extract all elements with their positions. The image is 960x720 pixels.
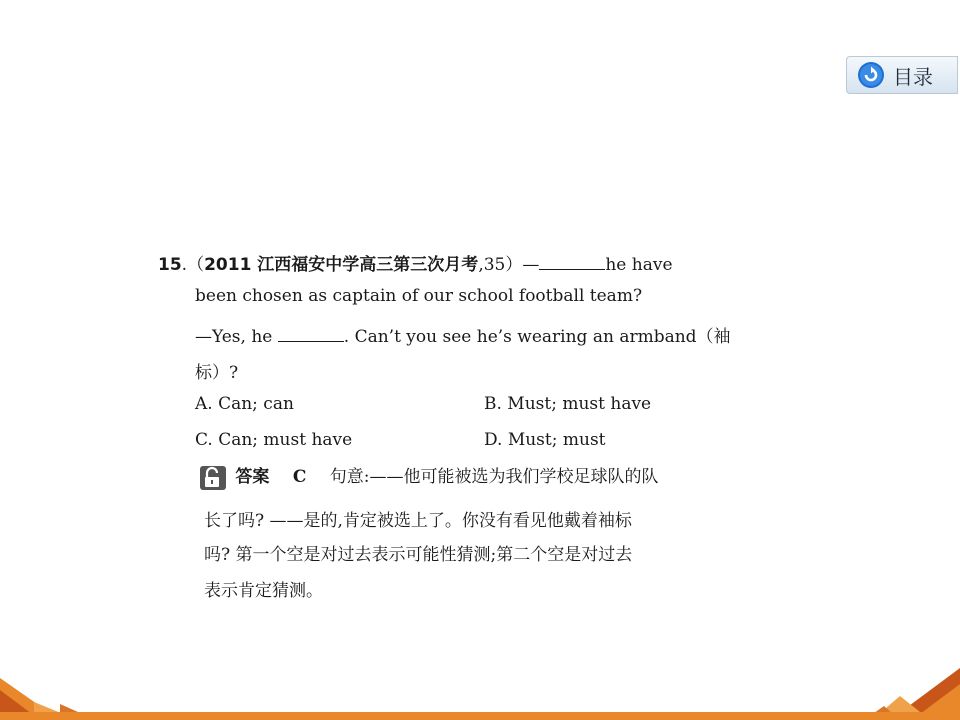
question-number: 15 bbox=[158, 255, 182, 275]
source-open: .（ bbox=[181, 255, 205, 275]
toc-label: 目录 bbox=[893, 64, 933, 89]
answer-choice: C bbox=[292, 467, 307, 487]
source-close: ,35）— bbox=[478, 255, 540, 275]
blank-1 bbox=[539, 255, 605, 270]
answer-text-1: 句意:——他可能被选为我们学校足球队的队 bbox=[329, 467, 659, 487]
bottom-left-decoration bbox=[0, 660, 100, 720]
bottom-right-decoration bbox=[860, 660, 960, 720]
question-source: 2011 江西福安中学高三第三次月考 bbox=[204, 255, 479, 275]
option-d: D. Must; must bbox=[484, 430, 606, 450]
answer-line-1 bbox=[200, 462, 658, 490]
answer-line-3: 吗? 第一个空是对过去表示可能性猜测;第二个空是对过去 bbox=[204, 545, 633, 565]
circular-arrow-icon bbox=[857, 61, 885, 89]
line1-tail: he have bbox=[605, 255, 673, 275]
blank-2 bbox=[278, 327, 344, 342]
answer-label: 答案 bbox=[235, 467, 270, 487]
answer-line-4: 表示肯定猜测。 bbox=[204, 581, 323, 601]
question-line-1 bbox=[158, 250, 673, 275]
answer-line-2: 长了吗? ——是的,肯定被选上了。你没有看见他戴着袖标 bbox=[204, 511, 632, 531]
question-line-2: been chosen as captain of our school football team? bbox=[195, 286, 643, 306]
line3-head: —Yes, he bbox=[195, 327, 273, 347]
toc-button[interactable] bbox=[846, 56, 958, 94]
line3-tail: . Can’t you see he’s wearing an armband（袖 bbox=[343, 327, 731, 347]
question-line-4: 标）? bbox=[195, 363, 239, 383]
option-a: A. Can; can bbox=[195, 394, 294, 414]
question-line-3 bbox=[195, 322, 731, 347]
bottom-bar bbox=[0, 712, 960, 720]
option-c: C. Can; must have bbox=[195, 430, 353, 450]
unlock-icon bbox=[200, 466, 226, 490]
option-b: B. Must; must have bbox=[484, 394, 652, 414]
